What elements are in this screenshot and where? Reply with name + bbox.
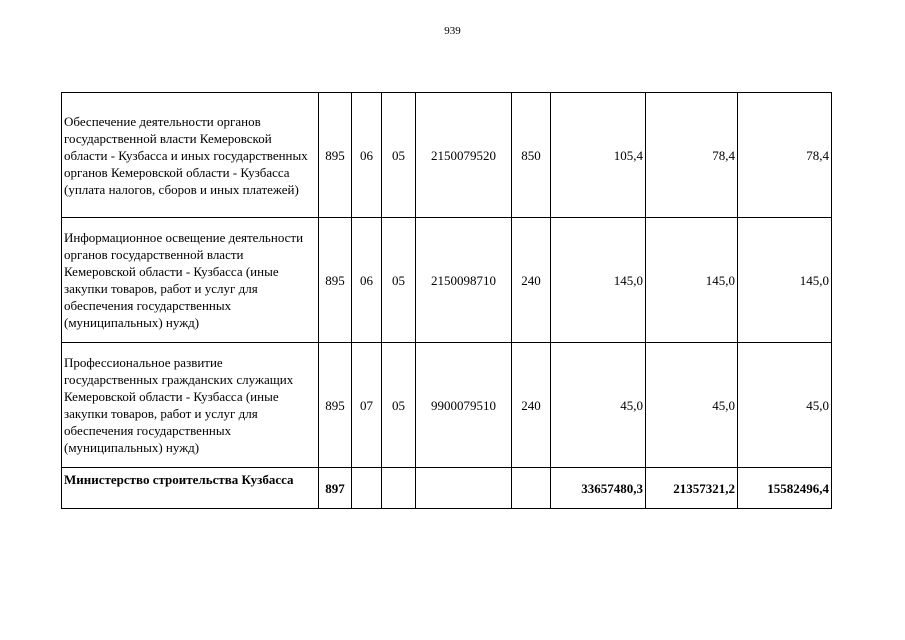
table-row <box>62 93 832 218</box>
total-amount-2-cell: 21357321,2 <box>646 468 738 509</box>
amount-3-cell: 45,0 <box>738 343 832 468</box>
amount-2-cell: 78,4 <box>646 93 738 218</box>
total-amount-1-cell: 33657480,3 <box>551 468 646 509</box>
target-article-cell: 9900079510 <box>416 343 512 468</box>
table-row <box>62 343 832 468</box>
amount-3-cell: 78,4 <box>738 93 832 218</box>
amount-1-cell: 45,0 <box>551 343 646 468</box>
amount-1-cell: 105,4 <box>551 93 646 218</box>
total-amount-3-cell: 15582496,4 <box>738 468 832 509</box>
ministry-code-cell: 895 <box>319 218 352 343</box>
empty-cell <box>512 468 551 509</box>
section-code-cell: 07 <box>352 343 382 468</box>
amount-3-cell: 145,0 <box>738 218 832 343</box>
amount-2-cell: 145,0 <box>646 218 738 343</box>
subsection-code-cell: 05 <box>382 93 416 218</box>
ministry-code-cell: 895 <box>319 93 352 218</box>
expense-type-cell: 240 <box>512 343 551 468</box>
empty-cell <box>352 468 382 509</box>
budget-table <box>61 92 832 509</box>
total-ministry-code-cell: 897 <box>319 468 352 509</box>
section-code-cell: 06 <box>352 218 382 343</box>
ministry-code-cell: 895 <box>319 343 352 468</box>
expense-type-cell: 850 <box>512 93 551 218</box>
expense-type-cell: 240 <box>512 218 551 343</box>
amount-1-cell: 145,0 <box>551 218 646 343</box>
table-row <box>62 218 832 343</box>
total-row <box>62 468 832 509</box>
subsection-code-cell: 05 <box>382 343 416 468</box>
expense-name-cell: Профессиональное развитие государственных гражданских служащих Кемеровской области - Кузбасса (иные закупки товаров, работ и услуг для обеспечения государственных (муниципальных) нужд) <box>62 343 319 468</box>
expense-name-cell: Обеспечение деятельности органов государственной власти Кемеровской области - Кузбасса и иных государственных органов Кемеровской области - Кузбасса (уплата налогов, сборов и иных платежей) <box>62 93 319 218</box>
empty-cell <box>382 468 416 509</box>
section-code-cell: 06 <box>352 93 382 218</box>
amount-2-cell: 45,0 <box>646 343 738 468</box>
total-name-cell: Министерство строительства Кузбасса <box>62 468 319 509</box>
empty-cell <box>416 468 512 509</box>
subsection-code-cell: 05 <box>382 218 416 343</box>
expense-name-cell: Информационное освещение деятельности органов государственной власти Кемеровской области - Кузбасса (иные закупки товаров, работ и услуг для обеспечения государственных (муниципальных) нужд) <box>62 218 319 343</box>
target-article-cell: 2150079520 <box>416 93 512 218</box>
page-number: 939 <box>444 25 461 37</box>
target-article-cell: 2150098710 <box>416 218 512 343</box>
